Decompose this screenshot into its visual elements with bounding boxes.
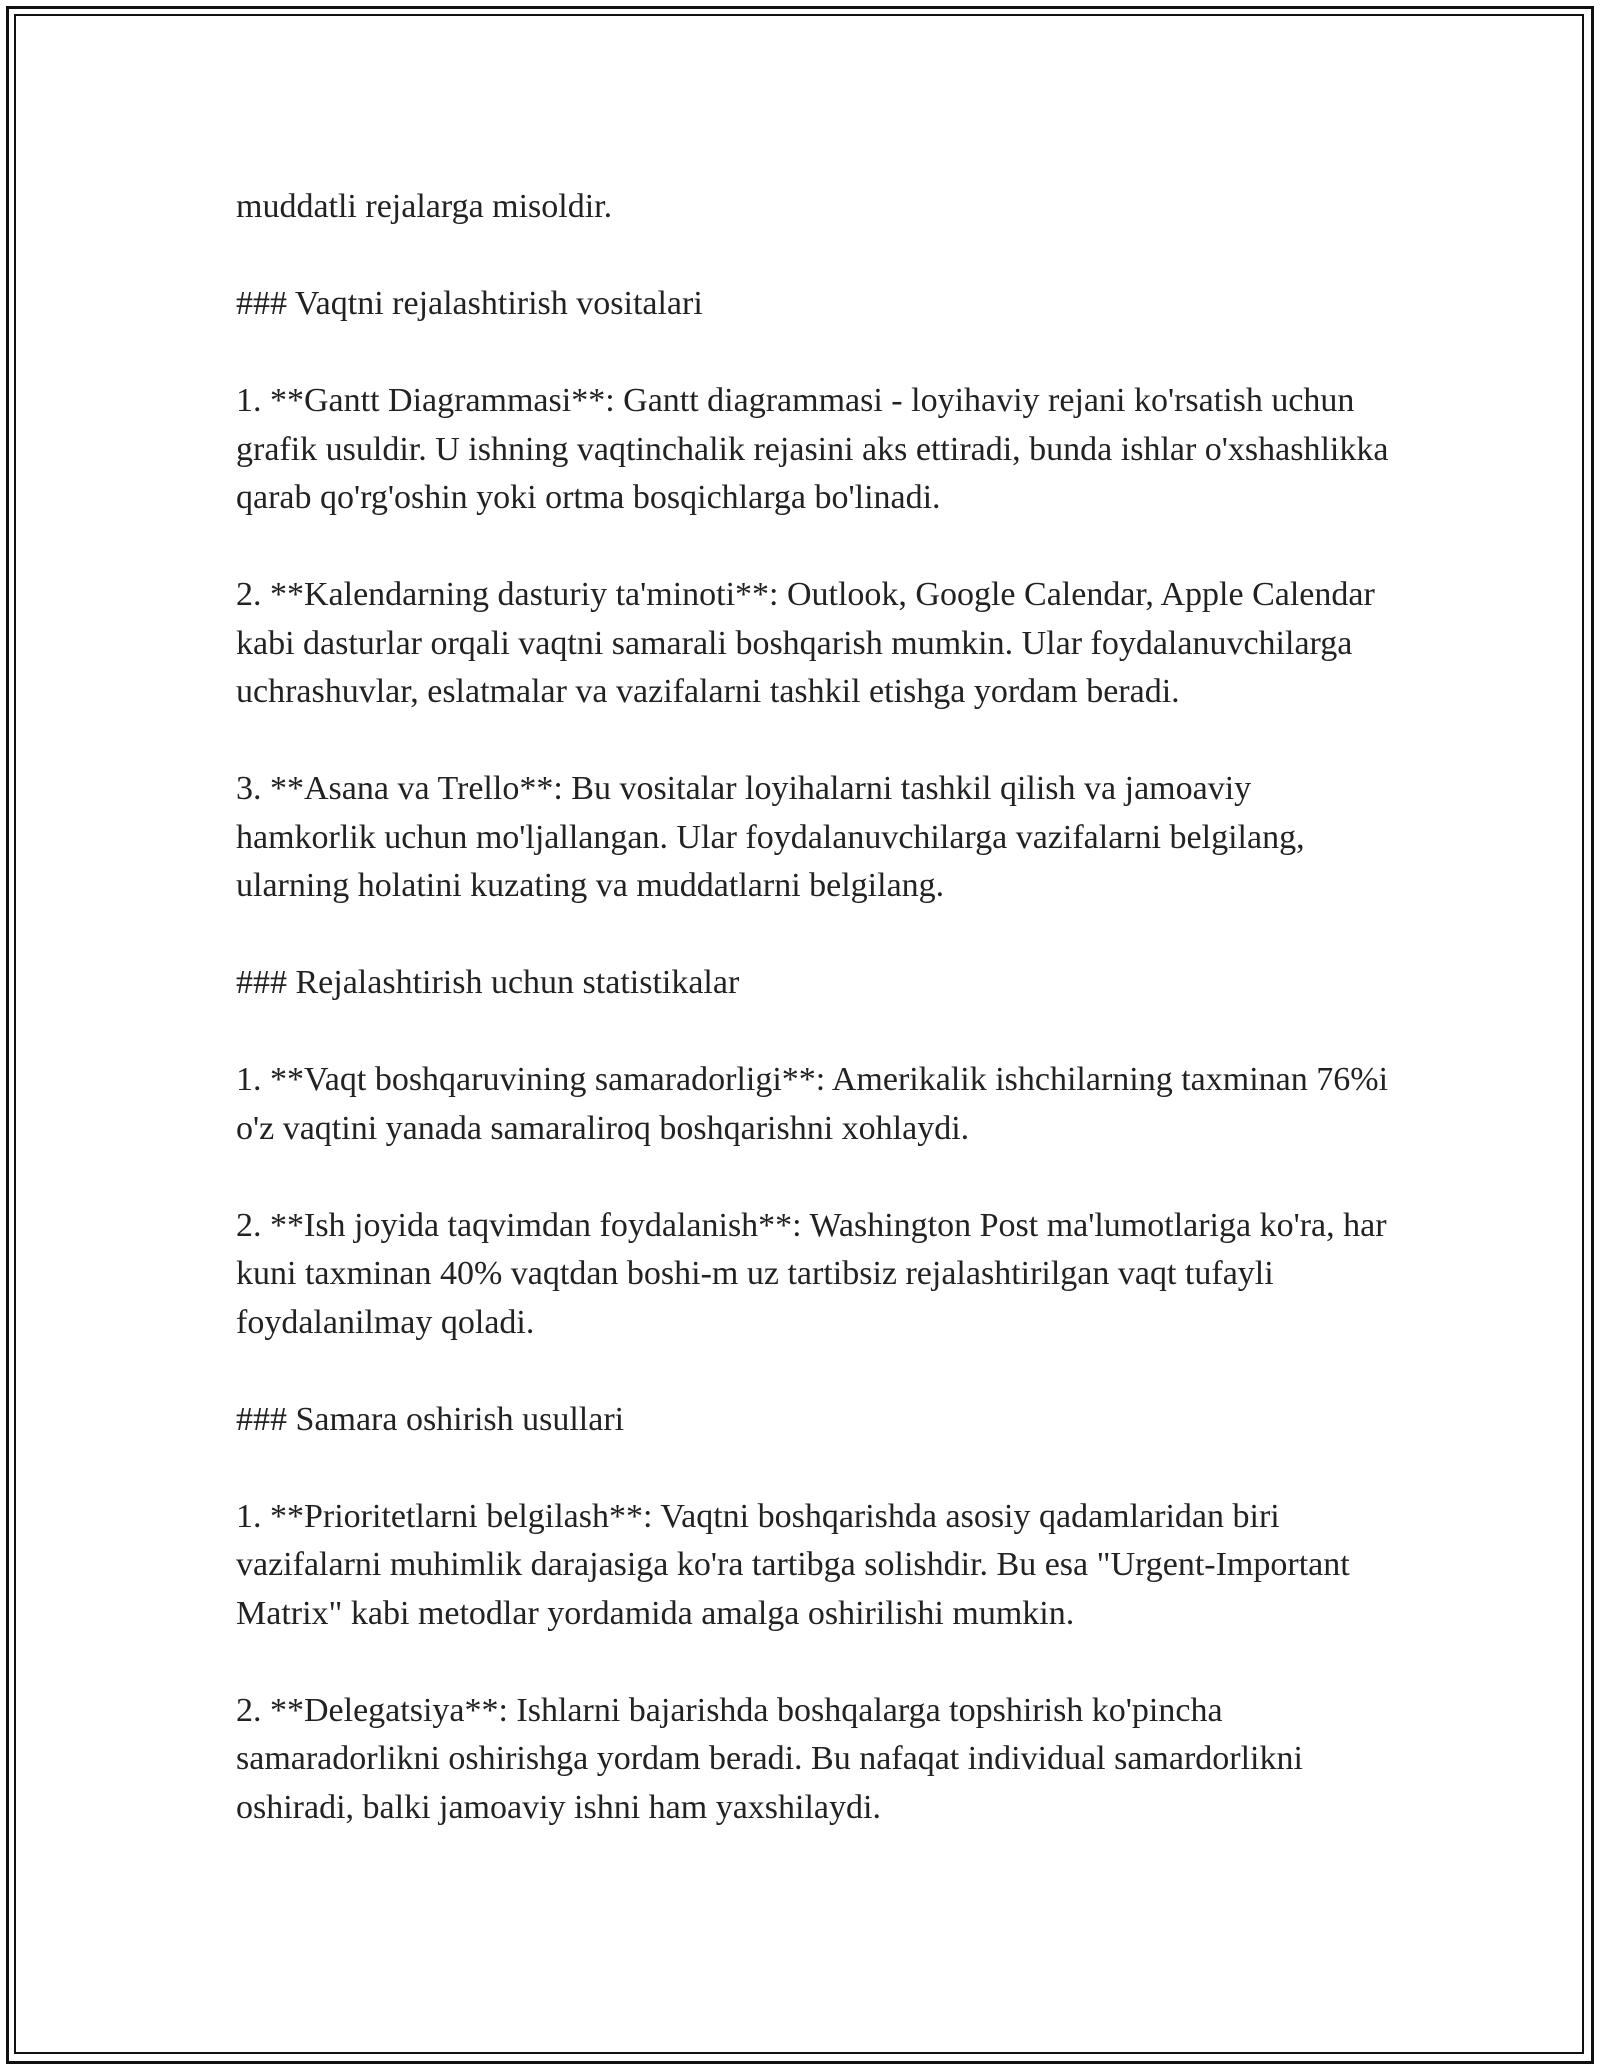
heading-statistics: ### Rejalashtirish uchun statistikalar (236, 964, 740, 1001)
list-item-time-management-efficiency: 1. **Vaqt boshqaruvining samaradorligi**: Amerikalik ishchilarning taxminan 76%i o'z vaqtini yanada samaraliroq boshqarishni xohlaydi. (236, 1061, 1389, 1147)
list-item-prioritization: 1. **Prioritetlarni belgilash**: Vaqtni boshqarishda asosiy qadamlaridan biri vazifalarni muhimlik darajasiga ko'ra tartibga solishdir. Bu esa "Urgent-Important Matrix" kabi metodlar yordamida amalga oshirilishi mumkin. (236, 1497, 1350, 1632)
document-body (236, 183, 1396, 1832)
list-item-calendar-software: 2. **Kalendarning dasturiy ta'minoti**: Outlook, Google Calendar, Apple Calendar kabi dasturlar orqali vaqtni samarali boshqarish mumkin. Ular foydalanuvchilarga uchrashuvlar, eslatmalar va vazifalarni tashkil etishga yordam beradi. (236, 576, 1375, 710)
list-item-calendar-at-work: 2. **Ish joyida taqvimdan foydalanish**: Washington Post ma'lumotlariga ko'ra, har kuni taxminan 40% vaqtdan boshi-m uz tartibsiz rejalashtirilgan vaqt tufayli foydalanilmay qoladi. (236, 1206, 1387, 1341)
heading-efficiency-methods: ### Samara oshirish usullari (236, 1400, 625, 1438)
list-item-gantt: 1. **Gantt Diagrammasi**: Gantt diagrammasi - loyihaviy rejani ko'rsatish uchun grafik usuldir. U ishning vaqtinchalik rejasini aks ettiradi, bunda ishlar o'xshashlikka qarab qo'rg'oshin yoki ortma bosqichlarga bo'linadi. (236, 382, 1389, 516)
paragraph-continuation: muddatli rejalarga misoldir. (236, 188, 613, 225)
heading-scheduling-tools: ### Vaqtni rejalashtirish vositalari (236, 285, 703, 322)
list-item-delegation: 2. **Delegatsiya**: Ishlarni bajarishda boshqalarga topshirish ko'pincha samaradorlikni oshirishga yordam beradi. Bu nafaqat individual samardorlikni oshiradi, balki jamoaviy ishni ham yaxshilaydi. (236, 1691, 1303, 1826)
list-item-asana-trello: 3. **Asana va Trello**: Bu vositalar loyihalarni tashkil qilish va jamoaviy hamkorlik uchun mo'ljallangan. Ular foydalanuvchilarga vazifalarni belgilang, ularning holatini kuzating va muddatlarni belgilang. (236, 770, 1305, 904)
